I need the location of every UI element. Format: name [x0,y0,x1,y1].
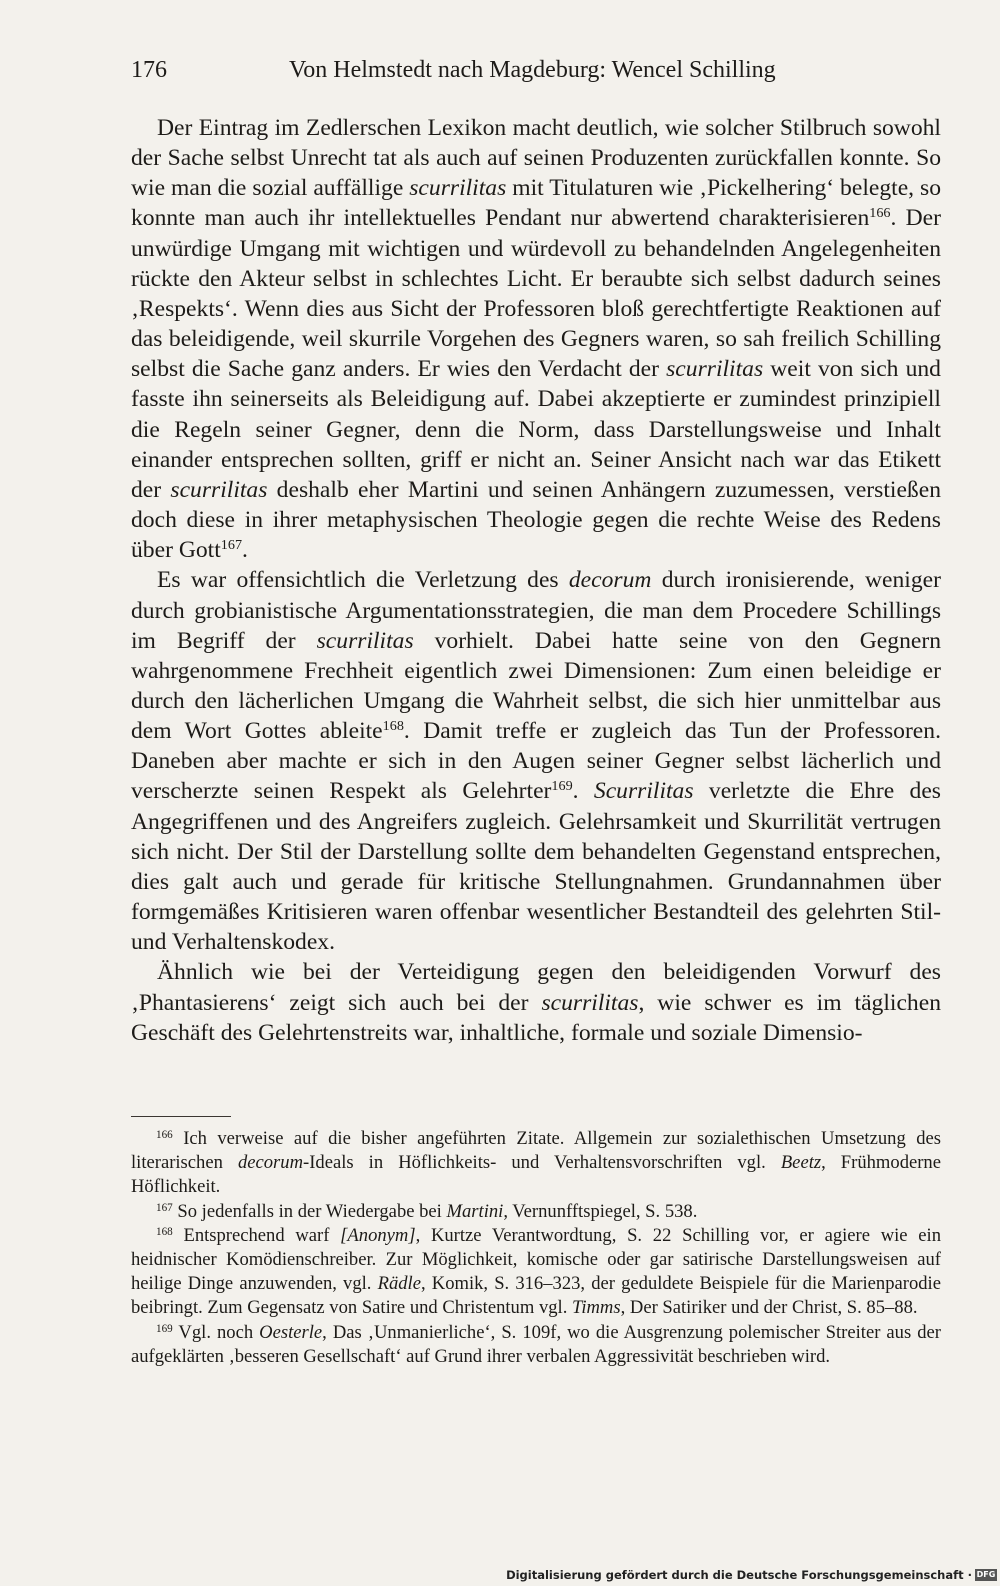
italic-text: [Anonym] [340,1224,416,1246]
text-run: , Kurtze Verantwordtung, S. 22 Schilling vor, er agiere wie ein heidnischer Komödienschreiber. Zur Möglichkeit, komische oder gar satirische Darstellungsweisen auf heilige Dinge anzuwenden, vgl. [131,1224,941,1295]
text-run: . Der unwürdige Umgang mit wichtigen und würdevoll zu behandelnden Angelegenheiten rückte den Akteur selbst in schlechtes Licht. Er beraubte sich selbst dadurch seines ‚Respekts‘. Wenn dies aus Sicht der Professoren bloß gerechtfertigte Reaktionen auf das beleidigende, weil skurrile Vorgehen des Gegners waren, so sah freilich Schilling selbst die Sache ganz anders. Er wies den Verdacht der [131,205,941,383]
text-run: , Der Satiriker und der Christ, S. 85–88. [620,1297,918,1319]
italic-text: scurrilitas [316,627,414,654]
footnote [131,1127,941,1200]
italic-text: decorum [237,1152,304,1174]
text-run: So jedenfalls in der Wiedergabe bei [172,1200,447,1222]
text-run: deshalb eher Martini und seinen Anhängern zuzumessen, verstießen doch diese in ihrer metaphysischen Theologie gegen die rechte Weise des Redens über Gott [131,476,941,564]
running-header [131,54,786,86]
digitization-footer [506,1568,997,1582]
footnote-marker: 166 [869,205,891,222]
footnote-marker: 166 [156,1128,173,1141]
footer-text: Digitalisierung gefördert durch die Deutsche Forschungsgemeinschaft · [506,1568,972,1582]
text-run: -Ideals in Höflichkeits- und Verhaltensvorschriften vgl. [303,1152,781,1174]
footnote-marker: 168 [382,718,404,735]
text-run: Der Eintrag im Zedlerschen Lexikon macht deutlich, wie solcher Stilbruch sowohl der Sache selbst Unrecht tat als auch auf seinen Produzenten zurückfallen konnte. So wie man die sozial auffällige [131,115,941,202]
paragraph [131,113,941,565]
text-run: , wie schwer es im täglichen Geschäft des Gelehrtenstreits war, inhaltliche, formale und soziale Dimensio- [131,989,941,1046]
text-run: , Komik, S. 316–323, der geduldete Beispiele für die Marienparodie beibringt. Zum Gegensatz von Satire und Christentum vgl. [131,1273,941,1319]
text-run: Ich verweise auf die bisher angeführten Zitate. Allgemein zur sozialethischen Umsetzung des literarischen [131,1128,941,1174]
text-run: durch ironisierende, weniger durch grobianistische Argumentationsstrategien, die man dem Procedere Schillings im Begriff der [131,567,941,654]
text-run: verletzte die Ehre des Angegriffenen und des Angreifers zugleich. Gelehrsamkeit und Skurrilität vertrugen sich nicht. Der Stil der Darstellung sollte dem behandelten Gegenstand entsprechen, dies galt auch und gerade für kritische Stellungnahmen. Grundannahmen über formgemäßes Kritisieren waren offenbar wesentlicher Bestandteil des gelehrten Stil- und Verhaltenskodex. [131,778,941,956]
italic-text: scurrilitas [666,356,764,383]
text-run: Ähnlich wie bei der Verteidigung gegen den beleidigenden Vorwurf des ‚Phantasierens‘ zeigt sich auch bei der [131,959,941,1016]
footnote [131,1200,941,1224]
footnote-marker: 168 [156,1225,173,1238]
footnotes [131,1127,941,1369]
paragraph [131,565,941,957]
text-run: , Vernunfftspiegel, S. 538. [503,1200,698,1222]
footnote-marker: 169 [551,778,573,795]
italic-text: decorum [568,567,652,594]
page-number: 176 [131,57,167,83]
text-run: , Das ‚Unmanierliche‘, S. 109f, wo die Ausgrenzung polemischer Streiter aus der aufgeklärten ‚besseren Gesellschaft‘ auf Grund ihrer verbalen Aggressivität beschrieben wird. [131,1321,941,1367]
italic-text: Timms [572,1297,621,1319]
paragraph [131,957,941,1047]
footnote-marker: 169 [156,1322,173,1335]
text-run: Vgl. noch [172,1321,260,1343]
italic-text: scurrilitas [541,989,639,1016]
dfg-logo: DFG [976,1570,996,1579]
footnote-marker: 167 [220,537,243,554]
italic-text: Beetz [780,1152,822,1174]
text-run: . [572,778,594,805]
footnote [131,1321,941,1369]
italic-text: Martini [446,1200,504,1222]
text-run: , Frühmoderne Höflichkeit. [131,1152,941,1198]
text-run: . Damit treffe er zugleich das Tun der Professoren. Daneben aber machte er sich in den Augen seiner Gegner selbst lächerlich und verscherzte seinen Respekt als Gelehrter [131,718,941,805]
footnote [131,1224,941,1321]
text-run: vorhielt. Dabei hatte seine von den Gegnern wahrgenommene Frechheit eigentlich zwei Dimensionen: Zum einen beleidige er durch den lächerlichen Umgang die Wahrheit selbst, die sich hier unmittelbar aus dem Wort Gottes ableite [131,627,941,745]
running-title: Von Helmstedt nach Magdeburg: Wencel Schilling [289,57,776,83]
footnote-marker: 167 [156,1201,173,1214]
text-run: Entsprechend warf [172,1224,341,1246]
main-text [131,113,941,1048]
italic-text: scurrilitas [409,175,507,202]
italic-text: Scurrilitas [593,778,694,805]
text-run: weit von sich und fasste ihn seinerseits als Beleidigung auf. Dabei akzeptierte er zumindest prinzipiell die Regeln seiner Gegner, denn die Norm, dass Darstellungsweise und Inhalt einander entsprechen sollten, griff er nicht an. Seiner Ansicht nach war das Etikett der [131,356,941,503]
footnote-separator [131,1116,231,1117]
text-run: . [242,537,248,564]
italic-text: scurrilitas [170,476,268,503]
text-run: mit Titulaturen wie ‚Pickelhering‘ belegte, so konnte man auch ihr intellektuelles Pendant nur abwertend charakterisieren [131,175,942,232]
italic-text: Oesterle [259,1321,323,1343]
text-run: Es war offensichtlich die Verletzung des [157,567,569,594]
italic-text: Rädle [377,1273,421,1295]
